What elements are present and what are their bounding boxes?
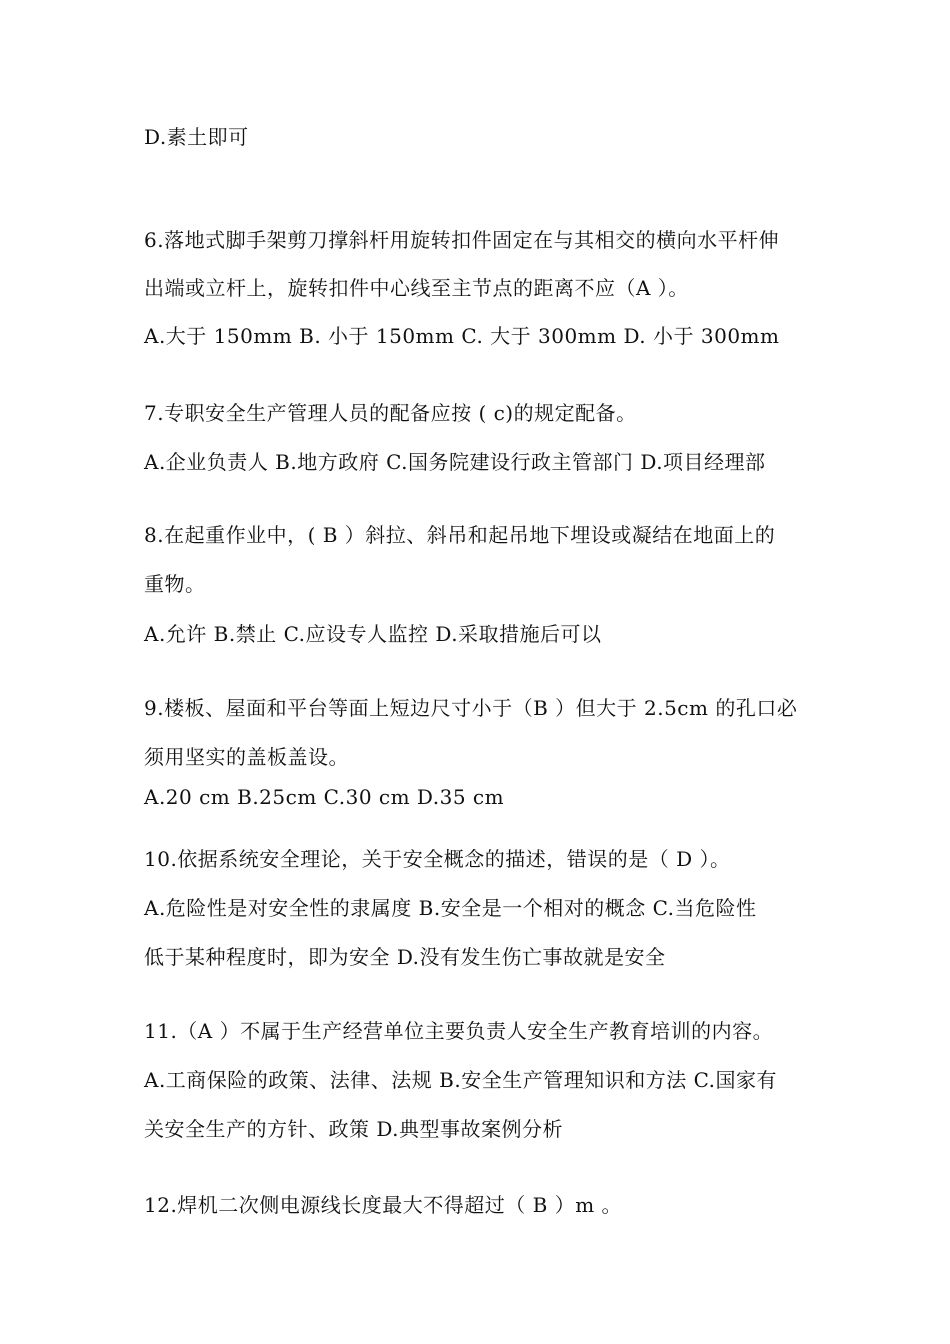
question-10-options-2: 低于某种程度时，即为安全 D.没有发生伤亡事故就是安全 [144, 945, 666, 969]
question-8-line-1: 8.在起重作业中，( B ）斜拉、斜吊和起吊地下埋设或凝结在地面上的 [144, 523, 776, 547]
question-10-options-1: A.危险性是对安全性的隶属度 B.安全是一个相对的概念 C.当危险性 [144, 896, 757, 920]
question-8-options: A.允许 B.禁止 C.应设专人监控 D.采取措施后可以 [144, 622, 602, 646]
question-7-options: A.企业负责人 B.地方政府 C.国务院建设行政主管部门 D.项目经理部 [144, 450, 766, 474]
question-6-line-2: 出端或立杆上，旋转扣件中心线至主节点的距离不应（A ）。 [144, 276, 689, 300]
question-11-options-1: A.工商保险的政策、法律、法规 B.安全生产管理知识和方法 C.国家有 [144, 1068, 778, 1092]
question-7-line-1: 7.专职安全生产管理人员的配备应按 ( c)的规定配备。 [144, 401, 637, 425]
question-12-line-1: 12.焊机二次侧电源线长度最大不得超过（ B ）m 。 [144, 1193, 623, 1217]
option-line: D.素土即可 [144, 125, 249, 149]
question-9-options: A.20 cm B.25cm C.30 cm D.35 cm [144, 785, 505, 809]
question-8-line-2: 重物。 [144, 572, 206, 596]
question-6-line-1: 6.落地式脚手架剪刀撑斜杆用旋转扣件固定在与其相交的横向水平杆伸 [144, 228, 780, 252]
question-11-options-2: 关安全生产的方针、政策 D.典型事故案例分析 [144, 1117, 564, 1141]
question-6-options: A.大于 150mm B. 小于 150mm C. 大于 300mm D. 小于 300mm [144, 324, 780, 348]
question-9-line-1: 9.楼板、屋面和平台等面上短边尺寸小于（B ）但大于 2.5cm 的孔口必 [144, 696, 798, 720]
question-11-line-1: 11.（A ）不属于生产经营单位主要负责人安全生产教育培训的内容。 [144, 1019, 774, 1043]
question-10-line-1: 10.依据系统安全理论，关于安全概念的描述，错误的是（ D ）。 [144, 847, 731, 871]
question-9-line-2: 须用坚实的盖板盖设。 [144, 745, 349, 769]
